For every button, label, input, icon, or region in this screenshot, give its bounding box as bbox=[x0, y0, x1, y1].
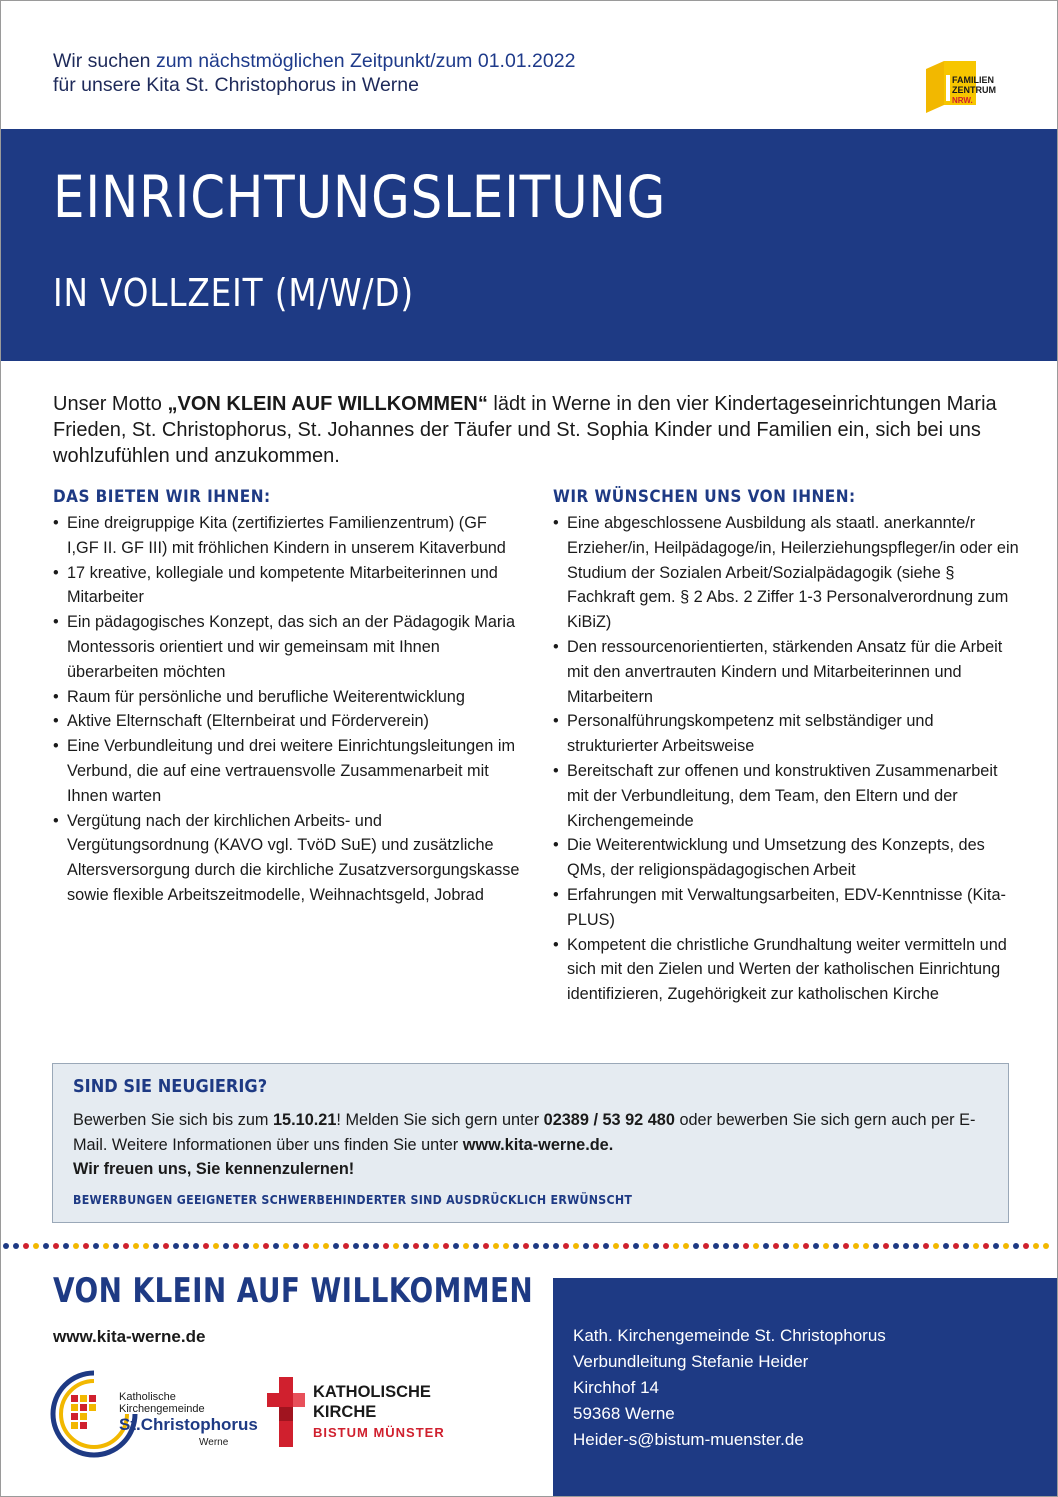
divider-dot bbox=[513, 1243, 519, 1249]
fz-line-3: NRW. bbox=[952, 96, 973, 105]
divider-dot bbox=[23, 1243, 29, 1249]
divider-dot bbox=[123, 1243, 129, 1249]
intro-line-1 bbox=[53, 49, 575, 73]
footer-slogan: VON KLEIN AUF WILLKOMMEN bbox=[53, 1271, 534, 1311]
headline-banner bbox=[1, 129, 1058, 361]
divider-dot bbox=[933, 1243, 939, 1249]
divider-dot bbox=[573, 1243, 579, 1249]
divider-dot bbox=[143, 1243, 149, 1249]
divider-dot bbox=[953, 1243, 959, 1249]
divider-dot bbox=[1033, 1243, 1039, 1249]
divider-dot bbox=[713, 1243, 719, 1249]
motto-text: lädt in Werne in den vier Kindertageseinrichtungen Maria Frieden, St. Christophorus, St. Johannes der Täufer und St. Sophia Kinder und Familien ein, sich bei uns wohlzufühlen und anzukommen. bbox=[53, 393, 997, 467]
divider-dot bbox=[623, 1243, 629, 1249]
intro-line-2: für unsere Kita St. Christophorus in Werne bbox=[53, 74, 419, 96]
divider-dot bbox=[963, 1243, 969, 1249]
divider-dot bbox=[1043, 1243, 1049, 1249]
divider-dot bbox=[103, 1243, 109, 1249]
wish-item: • Eine abgeschlossene Ausbildung als staatl. anerkannte/r Erzieher/in, Heilpädagoge/in, Heilerziehungspfleger/in oder ein Studium der Sozialen Arbeit/Sozialpädagogik (siehe § Fachkraft gem. § 2 Abs. 2 Ziffer 1-3 Personalverordnung zum KiBiZ) bbox=[553, 511, 1023, 635]
divider-dot bbox=[703, 1243, 709, 1249]
apply-text-2: ! Melden Sie sich gern unter bbox=[336, 1111, 544, 1129]
church-line-3: BISTUM MÜNSTER bbox=[313, 1425, 445, 1440]
divider-dot bbox=[893, 1243, 899, 1249]
divider-dot bbox=[743, 1243, 749, 1249]
divider-dot bbox=[33, 1243, 39, 1249]
divider-dot bbox=[313, 1243, 319, 1249]
apply-website-link[interactable]: www.kita-werne.de. bbox=[462, 1135, 614, 1154]
offer-item: • Eine dreigruppige Kita (zertifiziertes Familienzentrum) (GF I,GF II. GF III) mit fröhlichen Kindern in unserem Kitaverbund bbox=[53, 511, 523, 561]
divider-dot bbox=[463, 1243, 469, 1249]
divider-dot bbox=[683, 1243, 689, 1249]
divider-dot bbox=[473, 1243, 479, 1249]
divider-dot bbox=[503, 1243, 509, 1249]
motto-prefix: Unser Motto bbox=[53, 393, 168, 415]
divider-dot bbox=[903, 1243, 909, 1249]
divider-dot bbox=[813, 1243, 819, 1249]
divider-dot bbox=[753, 1243, 759, 1249]
divider-dot bbox=[333, 1243, 339, 1249]
divider-dot bbox=[203, 1243, 209, 1249]
divider-dot bbox=[3, 1243, 9, 1249]
fz-line-2: ZENTRUM bbox=[952, 85, 996, 95]
fz-line-1: FAMILIEN bbox=[952, 75, 994, 85]
offer-item: • Eine Verbundleitung und drei weitere Einrichtungsleitungen im Verbund, die auf eine vertrauensvolle Zusammenarbeit mit Ihnen warten bbox=[53, 734, 523, 808]
divider-dot bbox=[453, 1243, 459, 1249]
parish-line-4: Werne bbox=[199, 1437, 229, 1448]
apply-note: BEWERBUNGEN GEEIGNETER SCHWERBEHINDERTER SIND AUSDRÜCKLICH ERWÜNSCHT bbox=[73, 1193, 633, 1207]
contact-line-parish: Kath. Kirchengemeinde St. Christophorus bbox=[573, 1326, 886, 1345]
divider-dot bbox=[353, 1243, 359, 1249]
divider-dot bbox=[423, 1243, 429, 1249]
familienzentrum-logo bbox=[926, 61, 1016, 121]
divider-dot bbox=[213, 1243, 219, 1249]
divider-dot bbox=[993, 1243, 999, 1249]
contact-email-link[interactable]: Heider-s@bistum-muenster.de bbox=[573, 1430, 804, 1449]
divider-dot bbox=[303, 1243, 309, 1249]
church-line-2: KIRCHE bbox=[313, 1403, 377, 1421]
divider-dot bbox=[223, 1243, 229, 1249]
parish-logo bbox=[49, 1369, 258, 1459]
divider-dot bbox=[193, 1243, 199, 1249]
offer-item: • Raum für persönliche und berufliche Weiterentwicklung bbox=[53, 685, 523, 710]
job-subtitle: IN VOLLZEIT (M/W/D) bbox=[53, 271, 414, 315]
wish-item: • Personalführungskompetenz mit selbständiger und strukturierter Arbeitsweise bbox=[553, 709, 1023, 759]
divider-dot bbox=[53, 1243, 59, 1249]
divider-dot bbox=[793, 1243, 799, 1249]
church-line-1: KATHOLISCHE bbox=[313, 1383, 431, 1401]
divider-dot bbox=[523, 1243, 529, 1249]
divider-dot bbox=[543, 1243, 549, 1249]
motto-paragraph bbox=[53, 391, 1033, 469]
divider-dot bbox=[293, 1243, 299, 1249]
apply-text-3: oder bewerben Sie sich gern auch per E-Mail. Weitere Informationen über uns finden Sie unter bbox=[73, 1111, 976, 1154]
wish-heading: WIR WÜNSCHEN UNS VON IHNEN: bbox=[553, 487, 856, 507]
divider-dot bbox=[833, 1243, 839, 1249]
divider-dot bbox=[693, 1243, 699, 1249]
application-box bbox=[52, 1063, 1009, 1223]
divider-dot bbox=[553, 1243, 559, 1249]
divider-dot bbox=[13, 1243, 19, 1249]
offer-item: • Vergütung nach der kirchlichen Arbeits- und Vergütungsordnung (KAVO vgl. TvöD SuE) und zusätzliche Altersversorgung durch die kirchliche Zusatzversorgungskasse sowie flexible Arbeitszeitmodelle, Weihnachtsgeld, Jobrad bbox=[53, 809, 523, 908]
divider-dot bbox=[603, 1243, 609, 1249]
divider-dot bbox=[133, 1243, 139, 1249]
divider-dot bbox=[663, 1243, 669, 1249]
divider-dot bbox=[533, 1243, 539, 1249]
divider-dot bbox=[443, 1243, 449, 1249]
divider-dot bbox=[1023, 1243, 1029, 1249]
divider-dot bbox=[113, 1243, 119, 1249]
divider-dot bbox=[583, 1243, 589, 1249]
divider-dot bbox=[733, 1243, 739, 1249]
wish-item: • Den ressourcenorientierten, stärkenden Ansatz für die Arbeit mit den anvertrauten Kindern und Mitarbeiterinnen und Mitarbeitern bbox=[553, 635, 1023, 709]
intro-date: zum nächstmöglichen Zeitpunkt/zum 01.01.2022 bbox=[155, 50, 576, 72]
divider-dot bbox=[73, 1243, 79, 1249]
contact-panel bbox=[553, 1278, 1058, 1497]
divider-dot bbox=[983, 1243, 989, 1249]
offer-item: • 17 kreative, kollegiale und kompetente Mitarbeiterinnen und Mitarbeiter bbox=[53, 561, 523, 611]
divider-dot bbox=[323, 1243, 329, 1249]
church-logo bbox=[267, 1377, 467, 1457]
offer-heading: DAS BIETEN WIR IHNEN: bbox=[53, 487, 271, 507]
divider-dot bbox=[263, 1243, 269, 1249]
divider-dot bbox=[373, 1243, 379, 1249]
divider-dot bbox=[433, 1243, 439, 1249]
divider-dot bbox=[923, 1243, 929, 1249]
divider-dot bbox=[363, 1243, 369, 1249]
divider-dot bbox=[153, 1243, 159, 1249]
divider-dot bbox=[653, 1243, 659, 1249]
divider-dot bbox=[243, 1243, 249, 1249]
divider-dot bbox=[483, 1243, 489, 1249]
footer-url-link[interactable]: www.kita-werne.de bbox=[53, 1327, 206, 1346]
divider-dot bbox=[403, 1243, 409, 1249]
divider-dot bbox=[803, 1243, 809, 1249]
divider-dot bbox=[823, 1243, 829, 1249]
offer-item: • Aktive Elternschaft (Elternbeirat und Förderverein) bbox=[53, 709, 523, 734]
apply-heading: SIND SIE NEUGIERIG? bbox=[73, 1076, 268, 1097]
offer-list bbox=[53, 511, 523, 908]
divider-dot bbox=[853, 1243, 859, 1249]
apply-text-1: Bewerben Sie sich bis zum bbox=[73, 1111, 273, 1129]
contact-line-person: Verbundleitung Stefanie Heider bbox=[573, 1352, 809, 1371]
divider-dot bbox=[393, 1243, 399, 1249]
wish-item: • Erfahrungen mit Verwaltungsarbeiten, EDV-Kenntnisse (Kita-PLUS) bbox=[553, 883, 1023, 933]
divider-dot bbox=[973, 1243, 979, 1249]
wish-item: • Die Weiterentwicklung und Umsetzung des Konzepts, des QMs, der religionspädagogischen Arbeit bbox=[553, 833, 1023, 883]
divider-dot bbox=[563, 1243, 569, 1249]
divider-dot bbox=[63, 1243, 69, 1249]
divider-dot bbox=[283, 1243, 289, 1249]
motto-bold: „VON KLEIN AUF WILLKOMMEN“ bbox=[167, 393, 488, 415]
divider-dot bbox=[723, 1243, 729, 1249]
apply-phone[interactable]: 02389 / 53 92 480 bbox=[543, 1111, 675, 1129]
divider-dot bbox=[1013, 1243, 1019, 1249]
divider-dot bbox=[913, 1243, 919, 1249]
divider-dot bbox=[183, 1243, 189, 1249]
divider-dot bbox=[593, 1243, 599, 1249]
divider-dot bbox=[843, 1243, 849, 1249]
contact-line-street: Kirchhof 14 bbox=[573, 1378, 659, 1397]
divider-dot bbox=[173, 1243, 179, 1249]
wish-item: • Bereitschaft zur offenen und konstruktiven Zusammenarbeit mit der Verbundleitung, dem Team, den Eltern und der Kirchengemeinde bbox=[553, 759, 1023, 833]
divider-dot bbox=[93, 1243, 99, 1249]
intro-prefix: Wir suchen bbox=[53, 50, 156, 72]
divider-dot bbox=[673, 1243, 679, 1249]
divider-dot bbox=[643, 1243, 649, 1249]
divider-dot bbox=[493, 1243, 499, 1249]
intro-text bbox=[53, 49, 575, 97]
wish-section bbox=[553, 487, 1023, 1007]
parish-line-3: St.Christophorus bbox=[119, 1415, 258, 1434]
offer-section bbox=[53, 487, 523, 908]
divider-dot bbox=[253, 1243, 259, 1249]
apply-deadline: 15.10.21 bbox=[273, 1111, 337, 1129]
divider-dot bbox=[83, 1243, 89, 1249]
wish-list bbox=[553, 511, 1023, 1007]
divider-dot bbox=[883, 1243, 889, 1249]
wish-item: • Kompetent die christliche Grundhaltung weiter vermitteln und sich mit den Zielen und Werten der katholischen Einrichtung identifizieren, Zugehörigkeit zur katholischen Kirche bbox=[553, 933, 1023, 1007]
offer-item: • Ein pädagogisches Konzept, das sich an der Pädagogik Maria Montessoris orientiert und wir gemeinsam mit Ihnen überarbeiten möchten bbox=[53, 610, 523, 684]
divider-dot bbox=[773, 1243, 779, 1249]
job-title: EINRICHTUNGSLEITUNG bbox=[53, 163, 667, 231]
cross-icon bbox=[267, 1377, 307, 1447]
divider-dot bbox=[863, 1243, 869, 1249]
footer-left bbox=[1, 1253, 553, 1497]
dot-divider bbox=[1, 1243, 1058, 1253]
divider-dot bbox=[343, 1243, 349, 1249]
apply-closing-text: Wir freuen uns, Sie kennenzulernen! bbox=[73, 1160, 355, 1178]
apply-closing bbox=[73, 1157, 993, 1182]
divider-dot bbox=[43, 1243, 49, 1249]
contact-line-city: 59368 Werne bbox=[573, 1404, 675, 1423]
divider-dot bbox=[273, 1243, 279, 1249]
divider-dot bbox=[763, 1243, 769, 1249]
divider-dot bbox=[163, 1243, 169, 1249]
divider-dot bbox=[233, 1243, 239, 1249]
divider-dot bbox=[783, 1243, 789, 1249]
parish-line-1: Katholische bbox=[119, 1391, 176, 1403]
divider-dot bbox=[383, 1243, 389, 1249]
divider-dot bbox=[943, 1243, 949, 1249]
divider-dot bbox=[613, 1243, 619, 1249]
apply-text bbox=[73, 1108, 993, 1157]
divider-dot bbox=[1003, 1243, 1009, 1249]
divider-dot bbox=[413, 1243, 419, 1249]
divider-dot bbox=[633, 1243, 639, 1249]
divider-dot bbox=[873, 1243, 879, 1249]
parish-line-2: Kirchengemeinde bbox=[119, 1403, 205, 1415]
